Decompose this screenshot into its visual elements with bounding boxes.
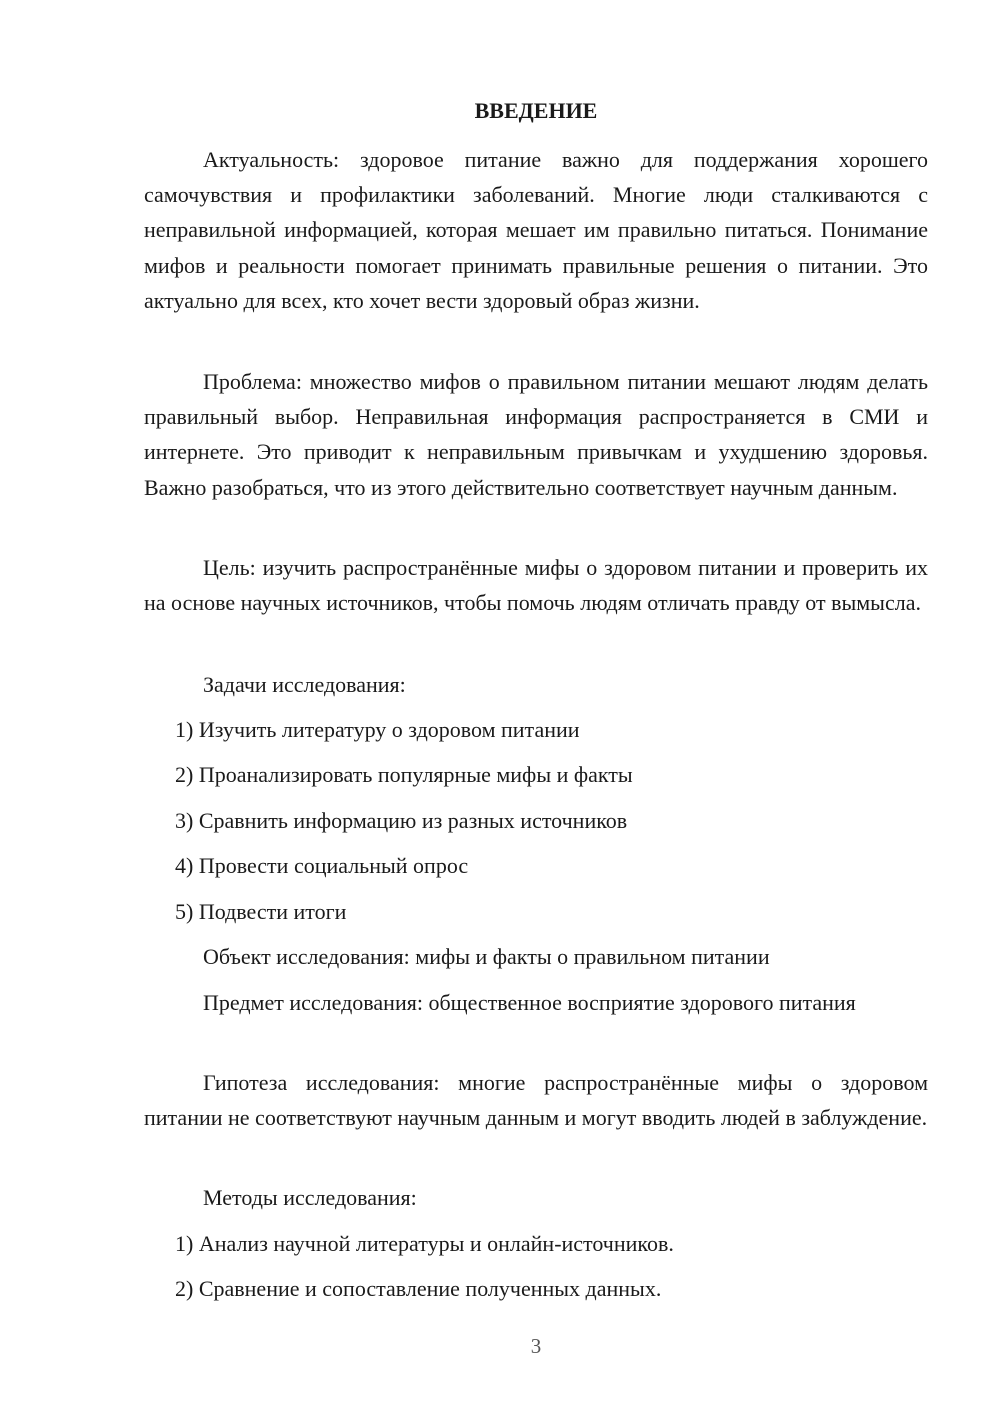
task-item: 2) Проанализировать популярные мифы и факты [175,762,633,787]
problem-paragraph: Проблема: множество мифов о правильном питании мешают людям делать правильный выбор. Неправильная информация распространяется в СМИ и интернете. Это приводит к неправильным привычкам и ухудшению здоровья. Важно разобраться, что из этого действительно соответствует научным данным. [144,369,928,500]
methods-heading: Методы исследования: [203,1185,417,1210]
task-item: 4) Провести социальный опрос [175,853,469,878]
method-item: 2) Сравнение и сопоставление полученных данных. [175,1276,662,1301]
hypothesis-paragraph: Гипотеза исследования: многие распространённые мифы о здоровом питании не соответствуют научным данным и могут вводить людей в заблуждение. [144,1070,928,1131]
subject-paragraph: Предмет исследования: общественное восприятие здорового питания [203,990,856,1015]
method-item: 1) Анализ научной литературы и онлайн-источников. [175,1231,674,1256]
page-title: ВВЕДЕНИЕ [474,98,598,123]
goal-paragraph: Цель: изучить распространённые мифы о здоровом питании и проверить их на основе научных источников, чтобы помочь людям отличать правду от вымысла. [144,555,928,616]
task-item: 1) Изучить литературу о здоровом питании [175,717,580,742]
task-item: 3) Сравнить информацию из разных источников [175,808,628,833]
relevance-paragraph: Актуальность: здоровое питание важно для поддержания хорошего самочувствия и профилактики заболеваний. Многие люди сталкиваются с неправильной информацией, которая мешает им правильно питаться. Понимание мифов и реальности помогает принимать правильные решения о питании. Это актуально для всех, кто хочет вести здоровый образ жизни. [144,147,928,313]
tasks-heading: Задачи исследования: [203,672,406,697]
task-item: 5) Подвести итоги [175,899,347,924]
object-line: Объект исследования: мифы и факты о правильном питании [203,944,770,969]
page-number: 3 [530,1334,542,1358]
